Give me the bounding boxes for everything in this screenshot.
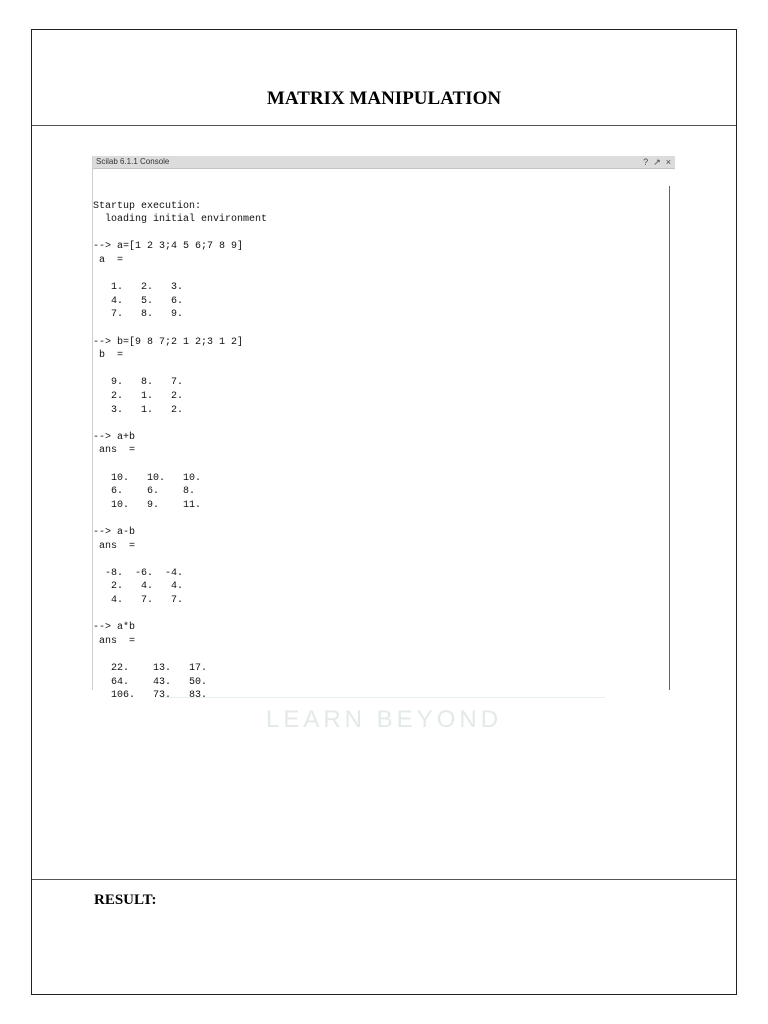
console-output[interactable] bbox=[93, 169, 665, 702]
console-line: 106. 73. 83. bbox=[93, 690, 208, 702]
document-title: MATRIX MANIPULATION bbox=[266, 88, 502, 109]
console-line: 2. 4. 4. bbox=[93, 581, 184, 593]
console-line: ans = bbox=[93, 540, 136, 552]
console-line: -8. -6. -4. bbox=[93, 567, 184, 579]
header-divider bbox=[32, 125, 736, 126]
console-line: 64. 43. 50. bbox=[93, 676, 208, 688]
console-titlebar bbox=[93, 156, 675, 169]
footer-divider bbox=[32, 879, 736, 880]
console-scrollbar[interactable] bbox=[669, 186, 670, 690]
console-line: 6. 6. 8. bbox=[93, 486, 196, 498]
console-line: loading initial environment bbox=[93, 214, 268, 226]
console-line: Startup execution: bbox=[93, 200, 202, 212]
console-line: --> b=[9 8 7;2 1 2;3 1 2] bbox=[93, 336, 244, 348]
console-line: 10. 9. 11. bbox=[93, 499, 202, 511]
watermark-rule bbox=[160, 697, 605, 698]
close-icon[interactable]: × bbox=[665, 157, 671, 167]
result-label: RESULT: bbox=[94, 892, 157, 908]
console-line: --> a=[1 2 3;4 5 6;7 8 9] bbox=[93, 241, 244, 253]
help-icon[interactable]: ? bbox=[643, 157, 649, 167]
scilab-console-window bbox=[92, 156, 675, 702]
console-line: a = bbox=[93, 255, 124, 266]
window-controls bbox=[643, 156, 671, 168]
console-line: 22. 13. 17. bbox=[93, 663, 208, 674]
console-line: 9. 8. 7. bbox=[93, 377, 184, 389]
console-line: --> a-b bbox=[93, 527, 136, 538]
console-line: 4. 5. 6. bbox=[93, 295, 184, 307]
console-line: --> a*b bbox=[93, 622, 136, 634]
console-line: b = bbox=[93, 350, 124, 362]
undock-icon[interactable]: ↗ bbox=[653, 157, 661, 167]
console-line: 7. 8. 9. bbox=[93, 309, 184, 321]
console-line: ans = bbox=[93, 445, 136, 457]
console-line: 3. 1. 2. bbox=[93, 404, 184, 416]
console-line: 10. 10. 10. bbox=[93, 472, 202, 484]
console-window-title: Scilab 6.1.1 Console bbox=[96, 157, 170, 166]
console-line: 2. 1. 2. bbox=[93, 391, 184, 402]
console-line: 4. 7. 7. bbox=[93, 595, 184, 606]
console-line: --> a+b bbox=[93, 431, 136, 443]
console-line: 1. 2. 3. bbox=[93, 282, 184, 294]
console-line: ans = bbox=[93, 635, 136, 647]
watermark-text: LEARN BEYOND bbox=[265, 706, 503, 733]
